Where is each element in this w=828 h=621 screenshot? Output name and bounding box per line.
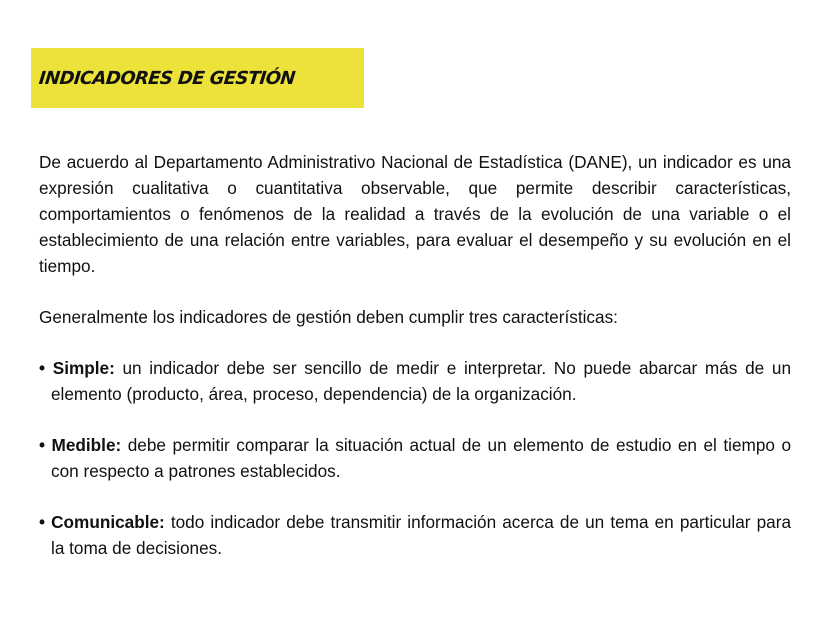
bullet-marker: •: [39, 358, 46, 378]
bullet-marker: •: [39, 512, 46, 532]
lead-paragraph: Generalmente los indicadores de gestión deben cumplir tres características:: [39, 307, 618, 327]
bullet-term: Simple:: [52, 358, 115, 378]
list-item-simple: [39, 355, 791, 407]
title-banner: [31, 48, 364, 108]
bullet-marker: •: [39, 435, 46, 455]
bullet-term: Comunicable:: [51, 512, 165, 532]
intro-paragraph: De acuerdo al Departamento Administrativo Nacional de Estadística (DANE), un indicador es una expresión cualitativa o cuantitativa observable, que permite describir características, comportamientos o fenómenos de la realidad a través de la evolución de una variable o el establecimiento de una relación entre variables, para evaluar el desempeño y su evolución en el tiempo.: [39, 152, 791, 276]
bullet-text: debe permitir comparar la situación actual de un elemento de estudio en el tiempo o con respecto a patrones establecidos.: [51, 435, 791, 481]
document-body: [39, 149, 791, 561]
list-item-comunicable: [39, 509, 791, 561]
page-title: INDICADORES DE GESTIÓN: [37, 67, 296, 89]
list-item-medible: [39, 432, 791, 484]
bullet-term: Medible:: [51, 435, 122, 455]
bullet-text: todo indicador debe transmitir información acerca de un tema en particular para la toma de decisiones.: [51, 512, 791, 558]
bullet-text: un indicador debe ser sencillo de medir e interpretar. No puede abarcar más de un elemento (producto, área, proceso, dependencia) de la organización.: [51, 358, 791, 404]
